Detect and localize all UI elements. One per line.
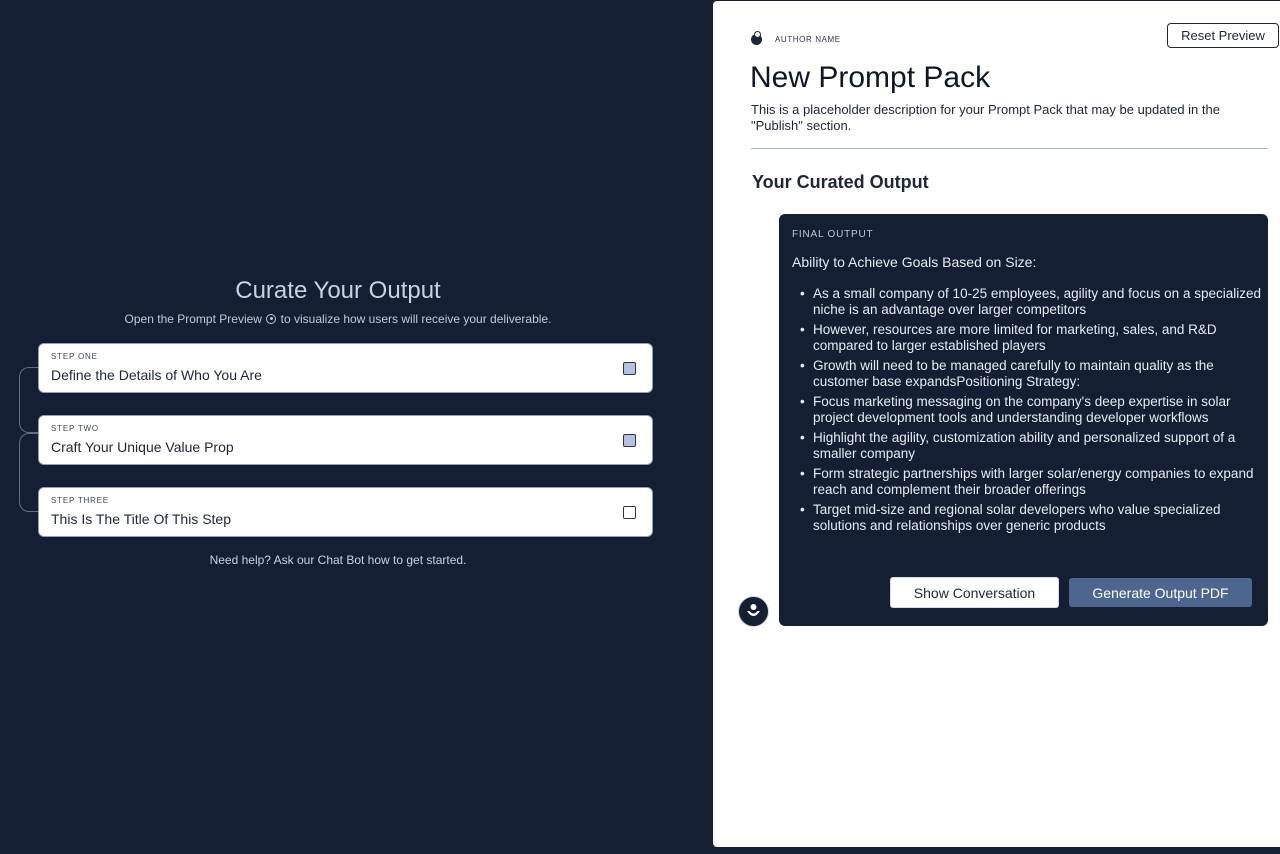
reset-preview-button[interactable]: Reset Preview [1167, 23, 1279, 48]
output-list-item: • Target mid-size and regional solar developers who value specialized solutions and relationships over generic products [792, 502, 1262, 534]
output-list [792, 286, 1262, 538]
step-title: This Is The Title Of This Step [51, 511, 231, 527]
output-label: FINAL OUTPUT [792, 229, 874, 240]
step-checkbox[interactable] [623, 506, 636, 519]
step-label: STEP ONE [51, 352, 98, 361]
step-card-one[interactable] [38, 343, 653, 393]
step-connector [19, 433, 40, 512]
step-card-three[interactable] [38, 487, 653, 537]
output-list-item: • Form strategic partnerships with larger solar/energy companies to expand reach and complement their broader offerings [792, 466, 1262, 498]
step-title: Define the Details of Who You Are [51, 367, 262, 383]
step-title: Craft Your Unique Value Prop [51, 439, 234, 455]
output-list-item: • Growth will need to be managed carefully to maintain quality as the customer base expandsPositioning Strategy: [792, 358, 1262, 390]
output-list-item: • Focus marketing messaging on the company's deep expertise in solar project development tools and understanding developer workflows [792, 394, 1262, 426]
author-name: AUTHOR NAME [775, 34, 841, 44]
curated-output-title: Your Curated Output [752, 172, 929, 192]
prompt-preview-panel [713, 1, 1280, 847]
curate-subtitle [38, 312, 638, 326]
step-connector [19, 367, 40, 433]
help-text: Need help? Ask our Chat Bot how to get started. [209, 553, 467, 567]
curate-subtitle-after: to visualize how users will receive your deliverable. [280, 312, 552, 326]
chat-bot-icon[interactable] [738, 596, 769, 627]
divider [751, 148, 1268, 149]
show-conversation-button[interactable]: Show Conversation [890, 577, 1059, 608]
output-heading: Ability to Achieve Goals Based on Size: [792, 254, 1037, 270]
author-avatar-icon [751, 34, 762, 45]
author-row [751, 32, 841, 46]
pack-description: This is a placeholder description for your Prompt Pack that may be updated in the "Publish" section. [751, 102, 1220, 133]
chat-bot-glyph [744, 602, 763, 621]
output-list-item: • As a small company of 10-25 employees, agility and focus on a specialized niche is an advantage over larger competitors [792, 286, 1262, 318]
output-list-item: • Highlight the agility, customization ability and personalized support of a smaller company [792, 430, 1262, 462]
step-checkbox[interactable] [623, 434, 636, 447]
step-label: STEP TWO [51, 424, 99, 433]
step-label: STEP THREE [51, 496, 109, 505]
step-card-two[interactable] [38, 415, 653, 465]
output-list-item: • However, resources are more limited for marketing, sales, and R&D compared to larger established players [792, 322, 1262, 354]
final-output-card [779, 214, 1268, 626]
eye-icon [266, 314, 276, 324]
curate-subtitle-before: Open the Prompt Preview [124, 312, 262, 326]
step-checkbox[interactable] [623, 362, 636, 375]
pack-title: New Prompt Pack [750, 61, 991, 94]
generate-pdf-button[interactable]: Generate Output PDF [1069, 578, 1252, 607]
curate-title: Curate Your Output [235, 277, 441, 304]
